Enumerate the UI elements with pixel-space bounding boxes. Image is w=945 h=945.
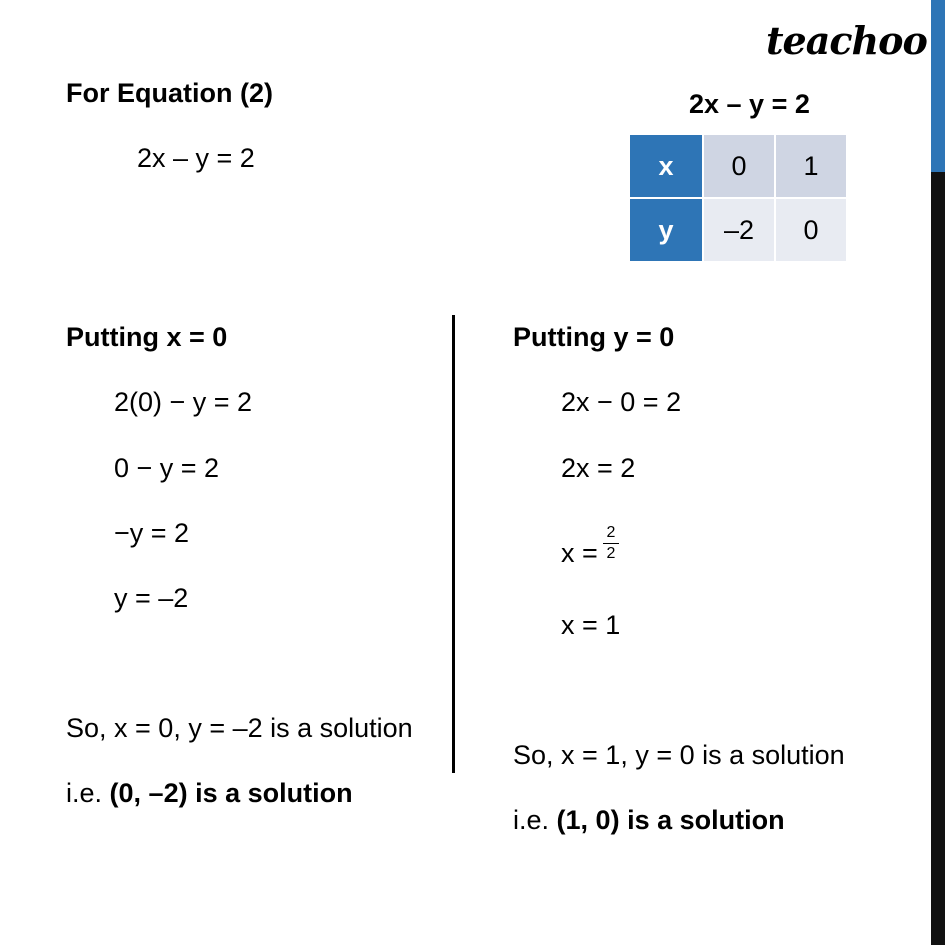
equation-text: 2x – y = 2	[137, 143, 255, 173]
side-accent-bar	[931, 0, 945, 172]
left-step: 2(0) − y = 2	[114, 387, 253, 417]
fraction	[603, 525, 619, 562]
table-cell: –2	[704, 199, 774, 261]
table-cell: 1	[776, 135, 846, 197]
fraction-numerator: 2	[603, 525, 619, 544]
xy-values-table	[628, 133, 848, 263]
right-step: 2x = 2	[561, 453, 636, 483]
table-row-y	[630, 199, 846, 261]
right-step: 2x − 0 = 2	[561, 387, 682, 417]
table-header-x: x	[630, 135, 702, 197]
left-step: y = –2	[114, 583, 189, 613]
teachoo-logo: teachoo	[766, 18, 927, 63]
ie-prefix: i.e.	[513, 805, 550, 835]
table-cell: 0	[776, 199, 846, 261]
fraction-prefix: x =	[561, 538, 598, 568]
left-ie-line	[66, 780, 353, 807]
table-cell: 0	[704, 135, 774, 197]
right-conclusion: So, x = 1, y = 0 is a solution	[513, 740, 845, 770]
table-row-x	[630, 135, 846, 197]
left-step: −y = 2	[114, 518, 190, 548]
column-divider	[452, 315, 455, 773]
right-solution: (1, 0) is a solution	[556, 805, 785, 835]
left-step: 0 − y = 2	[114, 453, 220, 483]
table-title: 2x – y = 2	[689, 89, 810, 119]
ie-prefix: i.e.	[66, 778, 103, 808]
right-heading: Putting y = 0	[513, 322, 675, 352]
table-header-y: y	[630, 199, 702, 261]
side-dark-bar	[931, 172, 945, 945]
right-ie-line	[513, 807, 785, 834]
right-step: x = 1	[561, 610, 621, 640]
left-heading: Putting x = 0	[66, 322, 228, 352]
left-conclusion: So, x = 0, y = –2 is a solution	[66, 713, 413, 743]
left-solution: (0, –2) is a solution	[109, 778, 353, 808]
fraction-denominator: 2	[606, 545, 616, 562]
section-heading: For Equation (2)	[66, 78, 273, 108]
